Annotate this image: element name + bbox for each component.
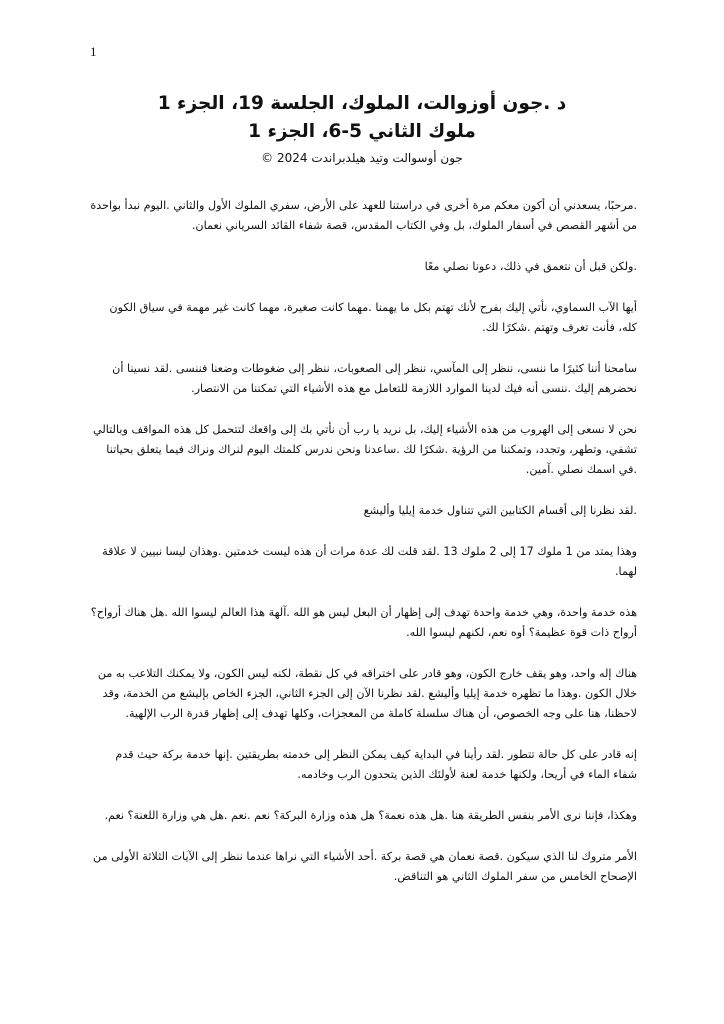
paragraph: سامحنا أننا كثيرًا ما ننسى، ننظر إلى المآسي، ننظر إلى الصعوبات، ننظر إلى ضغوطات وضعنا فننسى .لقد نسينا أن نحضرهم إليك .ننسى أنه فيك لدينا الموارد اللازمة للتعامل مع هذه الأشياء التي تمكننا من الانتصار. bbox=[112, 362, 637, 395]
paragraph: الأمر متروك لنا الذي سيكون .قصة نعمان هي قصة بركة .أحد الأشياء التي نراها عندما ننظر إلى الآيات الثلاثة الأولى من الإصحاح الخامس من سفر الملوك الثاني هو التناقض. bbox=[93, 850, 637, 883]
paragraph: وهذا يمتد من 1 ملوك 17 إلى 2 ملوك 13 .لقد قلت لك عدة مرات أن هذه ليست خدمتين .وهذان ليسا نبيين لا علاقة لهما. bbox=[102, 545, 637, 578]
page-number: 1 bbox=[90, 44, 97, 59]
paragraph: .لقد نظرنا إلى أقسام الكتابين التي تتناول خدمة إيليا وأليشع bbox=[363, 504, 637, 517]
paragraph: .ولكن قبل أن نتعمق في ذلك، دعونا نصلي معًا bbox=[424, 260, 637, 273]
document-title-line-1: د .جون أوزوالت، الملوك، الجلسة 19، الجزء 1 bbox=[157, 93, 567, 114]
paragraph: هذه خدمة واحدة، وهي خدمة واحدة تهدف إلى إظهار أن البعل ليس هو الله .آلهة هذا العالم ليسوا الله .هل هناك أرواح؟ أرواح ذات قوة عظيمة؟ أوه نعم، لكنهم ليسوا الله. bbox=[90, 606, 637, 639]
paragraph: أيها الآب السماوي، نأتي إليك بفرح لأنك تهتم بكل ما يهمنا .مهما كانت صغيرة، مهما كانت غير مهمة في سياق الكون كله، فأنت تعرف وتهتم .شكرًا لك. bbox=[109, 301, 637, 334]
paragraph: هناك إله واحد، وهو يقف خارج الكون، وهو قادر على اختراقه في كل نقطة، لكنه ليس الكون، ولا يمكنك التلاعب به من خلال الكون .وهذا ما تظهره خدمة إيليا وأليشع .لقد نظرنا الآن إلى الجزء الثاني، الجزء الخاص بإليشع من الخدمة، وقد لاحظنا، هنا على وجه الخصوص، أن هناك سلسلة كاملة من المعجزات، وكلها تهدف إلى إظهار قدرة الرب الإلهية. bbox=[97, 667, 637, 720]
document-title-line-2: ملوك الثاني 5-6، الجزء 1 bbox=[248, 121, 476, 142]
paragraph: وهكذا، فإننا نرى الأمر بنفس الطريقة هنا .هل هذه نعمة؟ هل هذه وزارة البركة؟ نعم .نعم .هل هي وزارة اللعنة؟ نعم. bbox=[104, 809, 637, 822]
paragraph: نحن لا نسعى إلى الهروب من هذه الأشياء إليك، بل نريد يا رب أن نأتي بك إلى واقعك لتتحمل كل هذه المواقف وبالتالي تشفي، وتطهر، وتجدد، وتمكننا من الرؤية .شكرًا لك .ساعدنا ونحن ندرس كلمتك اليوم لنراك ونراك فيما يتعلق بحياتنا .في اسمك نصلي .آمين. bbox=[93, 423, 637, 476]
copyright-notice: جون أوسوالت وتيد هيلدبراندت 2024 © bbox=[261, 151, 463, 165]
document-header bbox=[60, 90, 664, 168]
paragraph: .مرحبًا، يسعدني أن أكون معكم مرة أخرى في دراستنا للعهد على الأرض، سفري الملوك الأول والثاني .اليوم نبدأ بواحدة من أشهر القصص في أسفار الملوك، بل وفي الكتاب المقدس، قصة شفاء القائد السرياني نعمان. bbox=[90, 199, 637, 232]
document-body bbox=[90, 196, 637, 908]
paragraph: إنه قادر على كل حالة تتطور .لقد رأينا في البداية كيف يمكن النظر إلى خدمته بطريقتين .إنها خدمة بركة حيث قدم شفاء الماء في أريحا، ولكنها خدمة لعنة لأولئك الذين يتحدون الرب وخادمه. bbox=[115, 748, 637, 781]
